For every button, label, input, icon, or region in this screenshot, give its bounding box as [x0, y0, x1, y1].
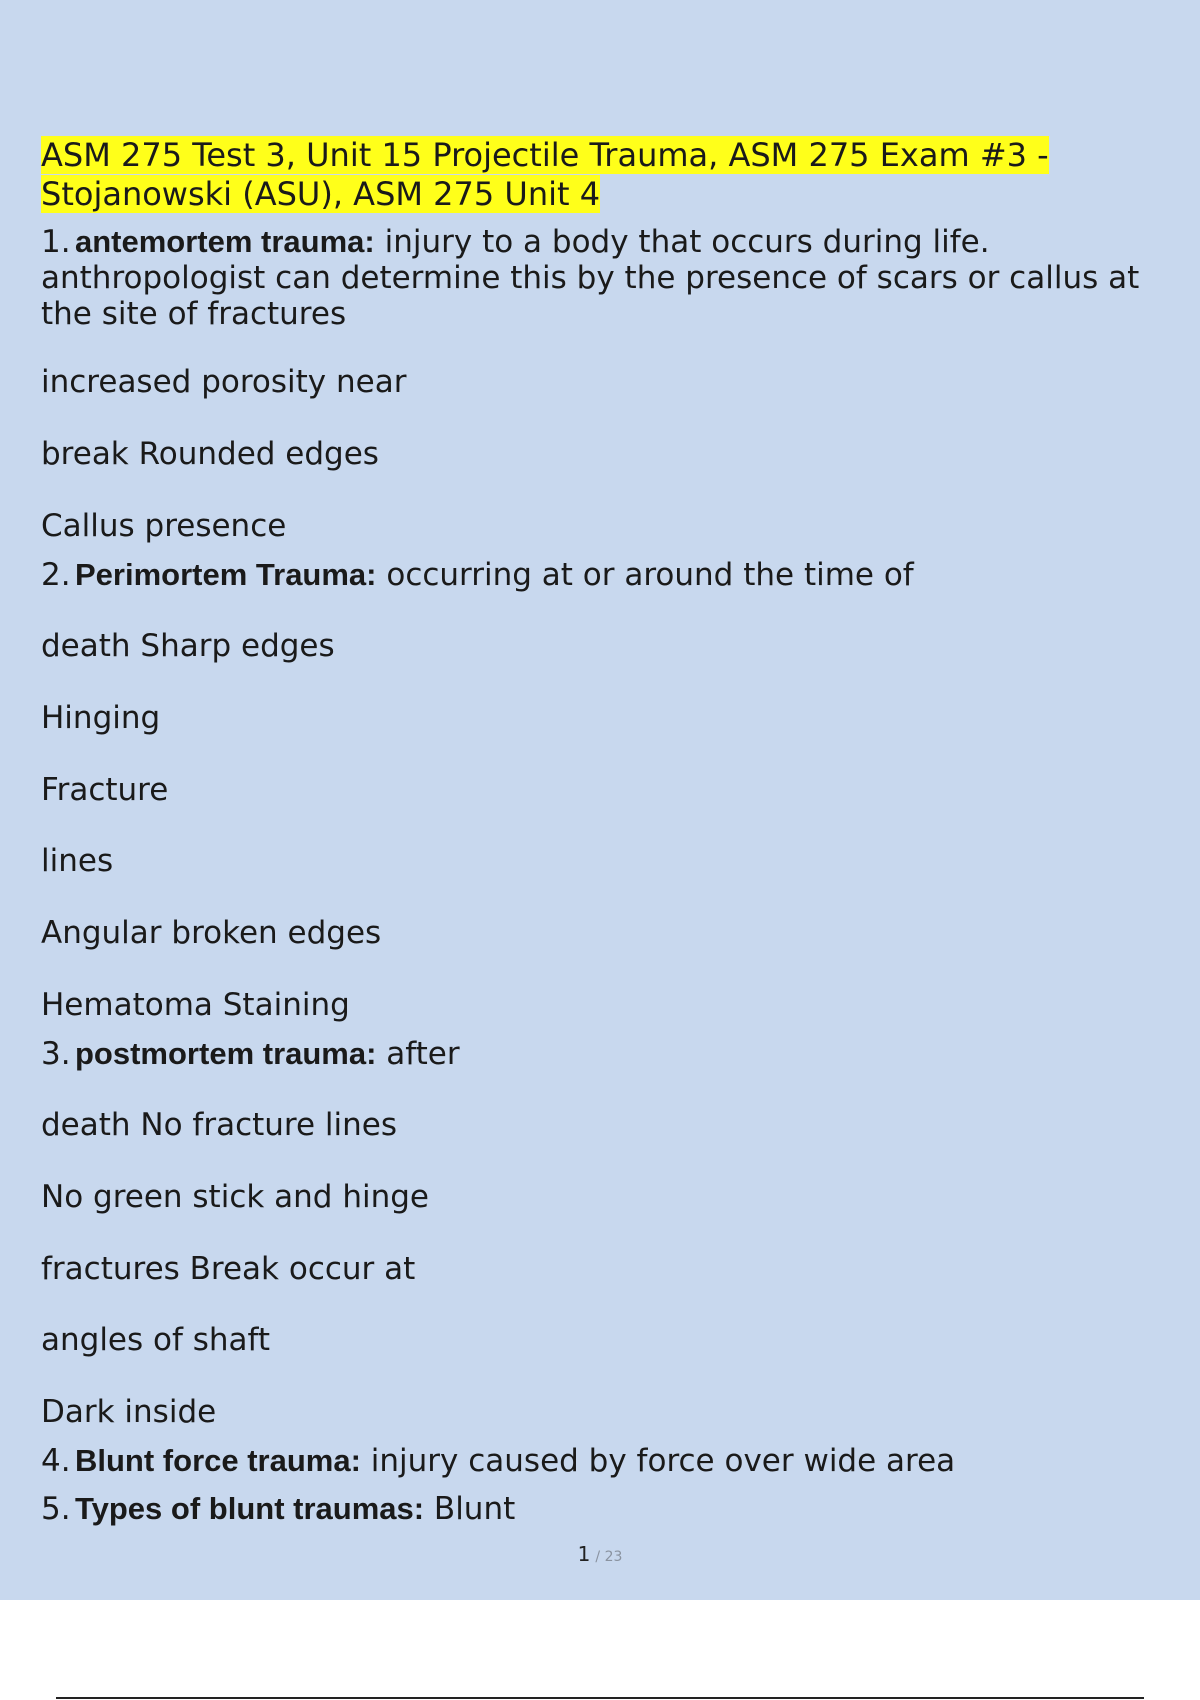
item-definition: Blunt	[424, 1491, 516, 1527]
item-line: break Rounded edges	[41, 436, 379, 472]
title-line-1: ASM 275 Test 3, Unit 15 Projectile Trauma, ASM 275 Exam #3 -	[41, 136, 1049, 174]
list-item-3	[41, 1036, 1191, 1072]
item-line: Hematoma Staining	[41, 987, 350, 1023]
item-definition: injury caused by force over wide area	[360, 1443, 956, 1479]
item-term: Perimortem Trauma:	[75, 557, 377, 592]
item-line: lines	[41, 843, 114, 879]
item-line: Fracture	[41, 772, 169, 808]
item-term: postmortem trauma:	[75, 1036, 377, 1071]
list-item-1	[41, 224, 1191, 332]
item-line: Callus presence	[41, 508, 287, 544]
item-line: death Sharp edges	[41, 628, 335, 664]
item-term: Types of blunt traumas:	[75, 1491, 425, 1526]
page-current: 1	[577, 1542, 591, 1566]
page-divider	[56, 1697, 1144, 1699]
list-item-4	[41, 1443, 1191, 1479]
item-term: Blunt force trauma:	[75, 1443, 361, 1478]
item-line: death No fracture lines	[41, 1107, 398, 1143]
item-line: Angular broken edges	[41, 915, 382, 951]
item-definition: occurring at or around the time of	[376, 557, 914, 593]
item-line: angles of shaft	[41, 1322, 271, 1358]
list-item-2	[41, 557, 1191, 593]
item-number: 2.	[41, 557, 71, 593]
document-title	[41, 136, 1191, 214]
item-number: 1.	[41, 224, 71, 260]
item-line: No green stick and hinge	[41, 1179, 429, 1215]
item-number: 3.	[41, 1036, 71, 1072]
page-total: / 23	[595, 1549, 623, 1565]
page-indicator	[0, 1542, 1200, 1566]
item-line: Dark inside	[41, 1394, 217, 1430]
item-line: fractures Break occur at	[41, 1251, 416, 1287]
item-line: Hinging	[41, 700, 161, 736]
item-definition: injury to a body that occurs during life. anthropologist can determine this by the presence of scars or callus at the site of fractures	[41, 224, 1140, 332]
item-number: 5.	[41, 1491, 71, 1527]
item-number: 4.	[41, 1443, 71, 1479]
document-content	[41, 136, 1191, 1527]
item-line: increased porosity near	[41, 364, 407, 400]
item-term: antemortem trauma:	[75, 224, 375, 259]
item-definition: after	[376, 1036, 460, 1072]
title-line-2: Stojanowski (ASU), ASM 275 Unit 4	[41, 175, 601, 213]
list-item-5	[41, 1491, 1191, 1527]
